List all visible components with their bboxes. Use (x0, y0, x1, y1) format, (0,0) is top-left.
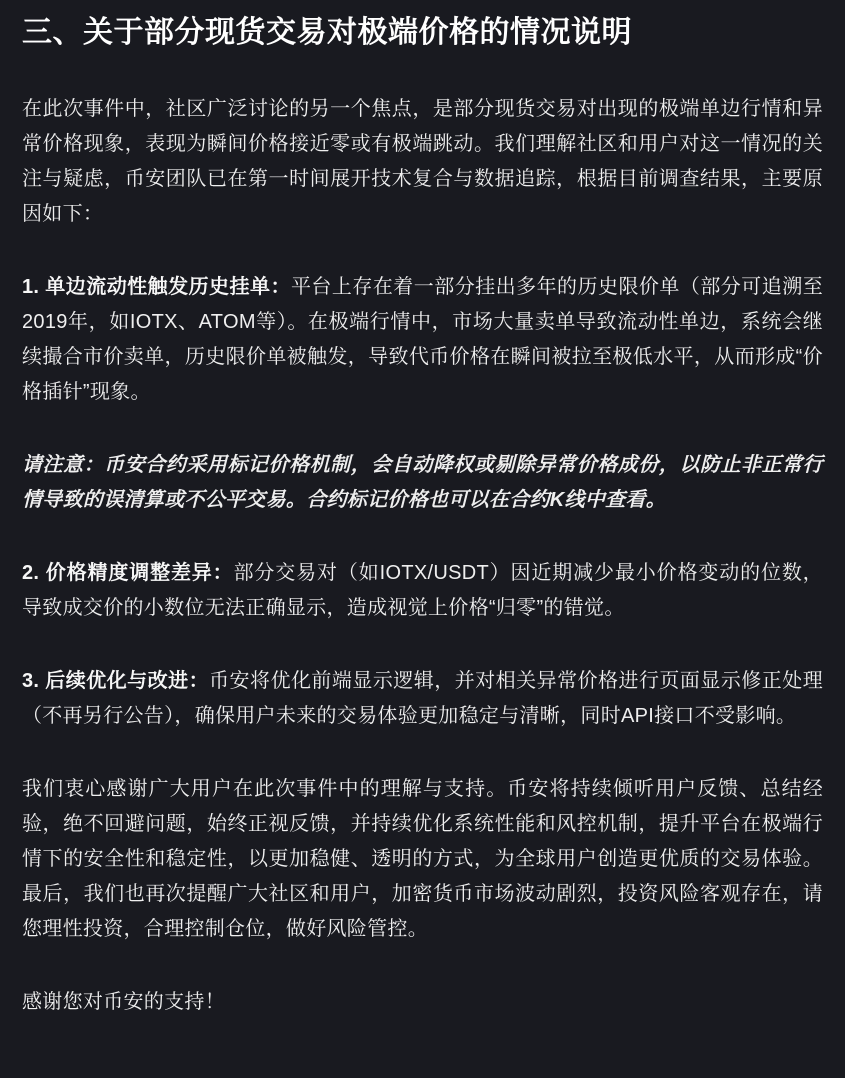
note-paragraph: 请注意：币安合约采用标记价格机制，会自动降权或剔除异常价格成份，以防止非正常行情导致的误清算或不公平交易。合约标记价格也可以在合约K线中查看。 (22, 453, 823, 511)
item-1-text: 平台上存在着一部分挂出多年的历史限价单（部分可追溯至2019年，如IOTX、ATOM等）。在极端行情中，市场大量卖单导致流动性单边，系统会继续撮合市价卖单，历史限价单被触发，导致代币价格在瞬间被拉至极低水平，从而形成“价格插针”现象。 (22, 275, 823, 403)
item-2-text: 部分交易对（如IOTX/USDT）因近期减少最小价格变动的位数，导致成交价的小数位无法正确显示，造成视觉上价格“归零”的错觉。 (22, 561, 823, 619)
intro-paragraph: 在此次事件中，社区广泛讨论的另一个焦点，是部分现货交易对出现的极端单边行情和异常价格现象，表现为瞬间价格接近零或有极端跳动。我们理解社区和用户对这一情况的关注与疑虑，币安团队已在第一时间展开技术复合与数据追踪，根据目前调查结果，主要原因如下： (22, 97, 823, 225)
item-3-heading: 3. 后续优化与改进： (22, 669, 210, 692)
thanks-paragraph: 感谢您对币安的支持！ (22, 990, 225, 1013)
item-1-paragraph (22, 270, 823, 410)
item-2-heading: 2. 价格精度调整差异： (22, 561, 234, 584)
item-1-heading: 1. 单边流动性触发历史挂单： (22, 275, 291, 298)
item-3-paragraph (22, 664, 823, 734)
item-2-paragraph (22, 556, 823, 626)
item-3-text: 币安将优化前端显示逻辑，并对相关异常价格进行页面显示修正处理（不再另行公告），确保用户未来的交易体验更加稳定与清晰，同时API接口不受影响。 (22, 669, 824, 727)
closing-paragraph: 我们衷心感谢广大用户在此次事件中的理解与支持。币安将持续倾听用户反馈、总结经验，绝不回避问题，始终正视反馈，并持续优化系统性能和风控机制，提升平台在极端行情下的安全性和稳定性，以更加稳健、透明的方式，为全球用户创造更优质的交易体验。最后，我们也再次提醒广大社区和用户，加密货币市场波动剧烈，投资风险客观存在，请您理性投资，合理控制仓位，做好风险管控。 (22, 777, 823, 940)
section-title: 三、关于部分现货交易对极端价格的情况说明 (22, 16, 632, 49)
